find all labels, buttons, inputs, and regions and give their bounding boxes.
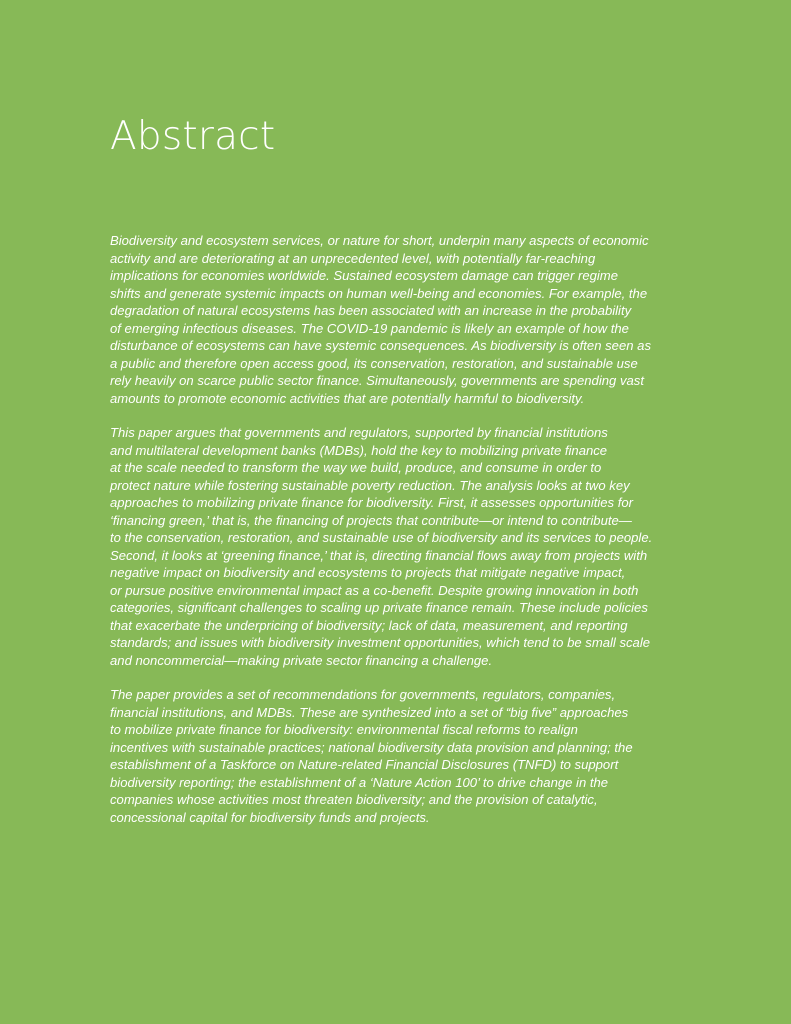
paragraph-line: standards; and issues with biodiversity investment opportunities, which tend to be small scale bbox=[110, 635, 651, 650]
paragraph-line: concessional capital for biodiversity funds and projects. bbox=[110, 809, 430, 825]
paragraph-3 bbox=[110, 686, 690, 826]
paragraph-line: rely heavily on scarce public sector finance. Simultaneously, governments are spending vast bbox=[110, 373, 644, 388]
paragraph-line: negative impact on biodiversity and ecosystems to projects that mitigate negative impact, bbox=[110, 565, 626, 580]
paragraph-line: to the conservation, restoration, and sustainable use of biodiversity and its services to people. bbox=[110, 530, 653, 545]
paragraph-line: implications for economies worldwide. Sustained ecosystem damage can trigger regime bbox=[110, 268, 618, 283]
paragraph-line: disturbance of ecosystems can have systemic consequences. As biodiversity is often seen as bbox=[110, 338, 651, 353]
paragraph-line: incentives with sustainable practices; national biodiversity data provision and planning; the bbox=[110, 739, 633, 755]
paragraph-line: financial institutions, and MDBs. These are synthesized into a set of “big five” approaches bbox=[110, 704, 629, 720]
abstract-body bbox=[110, 232, 690, 843]
paragraph-line: to mobilize private finance for biodiversity: environmental fiscal reforms to realign bbox=[110, 722, 578, 737]
paragraph-line: The paper provides a set of recommendations for governments, regulators, companies, bbox=[110, 687, 616, 702]
paragraph-line: biodiversity reporting; the establishment of a ‘Nature Action 100’ to drive change in the bbox=[110, 774, 609, 790]
paragraph-line: that exacerbate the underpricing of biodiversity; lack of data, measurement, and reporting bbox=[110, 617, 628, 633]
paragraph-line: Second, it looks at ‘greening finance,’ that is, directing financial flows away from projects with bbox=[110, 547, 648, 563]
paragraph-line: Biodiversity and ecosystem services, or nature for short, underpin many aspects of economic bbox=[110, 233, 649, 248]
paragraph-line: shifts and generate systemic impacts on human well-being and economies. For example, the bbox=[110, 285, 648, 301]
paragraph-line: companies whose activities most threaten biodiversity; and the provision of catalytic, bbox=[110, 792, 598, 807]
paragraph-line: a public and therefore open access good, its conservation, restoration, and sustainable use bbox=[110, 355, 638, 371]
paragraph-line: establishment of a Taskforce on Nature-related Financial Disclosures (TNFD) to support bbox=[110, 757, 619, 772]
paragraph-line: degradation of natural ecosystems has been associated with an increase in the probability bbox=[110, 303, 632, 318]
paragraph-line: approaches to mobilizing private finance for biodiversity. First, it assesses opportunities for bbox=[110, 495, 634, 510]
page-title: Abstract bbox=[110, 114, 276, 159]
paragraph-1 bbox=[110, 232, 690, 407]
paragraph-line: categories, significant challenges to scaling up private finance remain. These include policies bbox=[110, 600, 648, 615]
paragraph-line: ‘financing green,’ that is, the financing of projects that contribute—or intend to contribute— bbox=[110, 512, 632, 528]
paragraph-line: of emerging infectious diseases. The COVID-19 pandemic is likely an example of how the bbox=[110, 320, 629, 336]
paragraph-line: and multilateral development banks (MDBs), hold the key to mobilizing private finance bbox=[110, 442, 608, 458]
paragraph-2 bbox=[110, 424, 690, 669]
paragraph-line: This paper argues that governments and regulators, supported by financial institutions bbox=[110, 425, 608, 440]
paragraph-line: and noncommercial—making private sector financing a challenge. bbox=[110, 652, 493, 668]
paragraph-line: amounts to promote economic activities that are potentially harmful to biodiversity. bbox=[110, 390, 585, 406]
paragraph-line: protect nature while fostering sustainable poverty reduction. The analysis looks at two key bbox=[110, 477, 630, 493]
paragraph-line: at the scale needed to transform the way we build, produce, and consume in order to bbox=[110, 460, 602, 475]
paragraph-line: or pursue positive environmental impact as a co-benefit. Despite growing innovation in both bbox=[110, 582, 639, 598]
paragraph-line: activity and are deteriorating at an unprecedented level, with potentially far-reaching bbox=[110, 250, 596, 266]
